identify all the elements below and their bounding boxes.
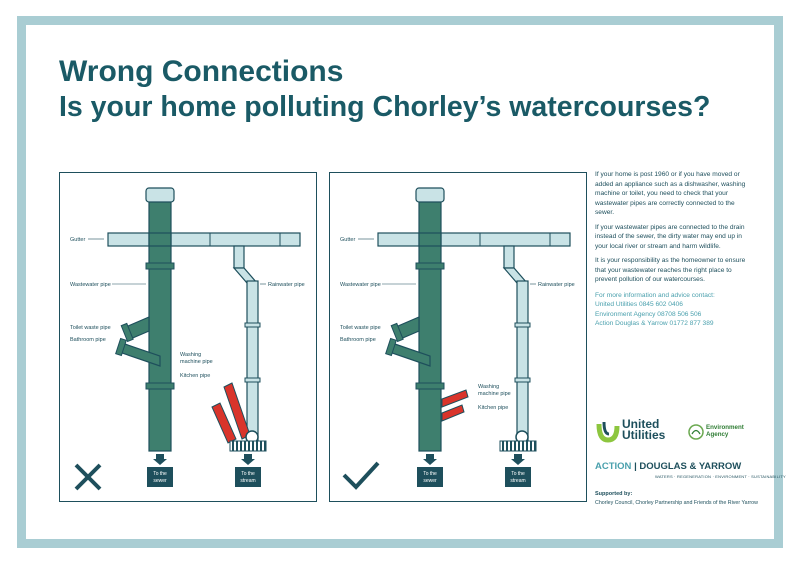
action-douglas-yarrow-logo (595, 461, 741, 472)
uu-line2: Utilities (622, 428, 666, 442)
ea-line1: Environment (706, 424, 744, 431)
to-stream-box (505, 467, 531, 487)
arrow-down-icon (153, 454, 167, 465)
gutter-label: Gutter (340, 237, 356, 243)
cross-icon (76, 465, 100, 489)
to-sewer-box (147, 467, 173, 487)
rainwater-pipe (504, 246, 530, 441)
stream-label: stream (510, 478, 526, 484)
info-paragraph-3: It is your responsibility as the homeowner to ensure that your wastewater reaches the right place to prevent pollution of our watercourses. (595, 257, 746, 283)
arrow-down-icon (423, 454, 437, 465)
page-title: Wrong Connections (59, 55, 344, 88)
to-the-label: To the (423, 471, 437, 477)
toilet-waste-pipe (391, 317, 419, 341)
supported-by-text: Chorley Council, Chorley Partnership and Friends of the River Yarrow (595, 500, 758, 506)
to-the-label: To the (511, 471, 525, 477)
to-stream-box (235, 467, 261, 487)
united-utilities-logo-text (622, 419, 665, 441)
dy-name-text: | DOUGLAS & YARROW (634, 461, 742, 472)
environment-agency-logo-text (706, 424, 744, 438)
sewer-label: sewer (423, 478, 437, 484)
gutter (378, 233, 570, 246)
gutter-label: Gutter (70, 237, 86, 243)
gutter (108, 233, 300, 246)
dy-action-text: ACTION (595, 461, 632, 472)
contact-united-utilities: United Utilities 0845 602 0406 (595, 301, 683, 308)
info-paragraph-2: If your wastewater pipes are connected to the drain instead of the sewer, the dirty water may end up in your local river or stream and harm wildlife. (595, 223, 745, 250)
ea-line2: Agency (706, 431, 729, 438)
rainwater-pipe-label: Rainwater pipe (268, 282, 305, 288)
dy-tagline: WATERS · REGENERATION · ENVIRONMENT · SUSTAINABILITY (655, 474, 786, 479)
to-the-label: To the (153, 471, 167, 477)
wastewater-pipe (146, 188, 174, 451)
washing-machine-label-line1: Washing (478, 384, 500, 390)
washing-machine-pipe-correct (442, 390, 468, 407)
washing-machine-label-line2: machine pipe (478, 391, 511, 397)
stream-label: stream (240, 478, 256, 484)
washing-machine-label-line2: machine pipe (180, 359, 213, 365)
contact-douglas-yarrow: Action Douglas & Yarrow 01772 877 389 (595, 320, 714, 327)
toilet-waste-pipe-label: Toilet waste pipe (70, 325, 111, 331)
uu-line1: United (622, 417, 660, 431)
correct-connection-panel (329, 172, 587, 502)
page-subtitle: Is your home polluting Chorley’s watercourses? (59, 91, 711, 123)
bathroom-pipe-label: Bathroom pipe (340, 337, 376, 343)
to-the-label: To the (241, 471, 255, 477)
contact-environment-agency: Environment Agency 08708 506 506 (595, 310, 702, 318)
kitchen-pipe-label: Kitchen pipe (180, 373, 211, 379)
wastewater-pipe-label: Wastewater pipe (70, 282, 111, 288)
wastewater-pipe-label: Wastewater pipe (340, 282, 381, 288)
supported-by-heading: Supported by: (595, 491, 633, 497)
info-paragraph-1: If your home is post 1960 or if you have moved or added an appliance such as a dishwasher, washing machine or toilet, you need to check that your wastewater pipes are correctly connected to the sewer. (595, 171, 746, 216)
sewer-label: sewer (153, 478, 167, 484)
drain-gully (500, 431, 536, 451)
kitchen-pipe-correct (442, 405, 464, 421)
to-sewer-box (417, 467, 443, 487)
kitchen-pipe-label: Kitchen pipe (478, 405, 509, 411)
info-column (595, 170, 755, 329)
bathroom-pipe-label: Bathroom pipe (70, 337, 106, 343)
drain-gully (230, 431, 266, 451)
contact-heading: For more information and advice contact: (595, 291, 715, 299)
wastewater-pipe (416, 188, 444, 451)
united-utilities-logo-icon (595, 418, 621, 444)
wrong-connection-panel (59, 172, 317, 502)
arrow-down-icon (511, 454, 525, 465)
tick-icon (344, 463, 378, 487)
washing-machine-label-line1: Washing (180, 352, 202, 358)
rainwater-pipe-label: Rainwater pipe (538, 282, 575, 288)
toilet-waste-pipe-label: Toilet waste pipe (340, 325, 381, 331)
arrow-down-icon (241, 454, 255, 465)
toilet-waste-pipe (121, 317, 149, 341)
environment-agency-logo-icon (688, 424, 704, 440)
